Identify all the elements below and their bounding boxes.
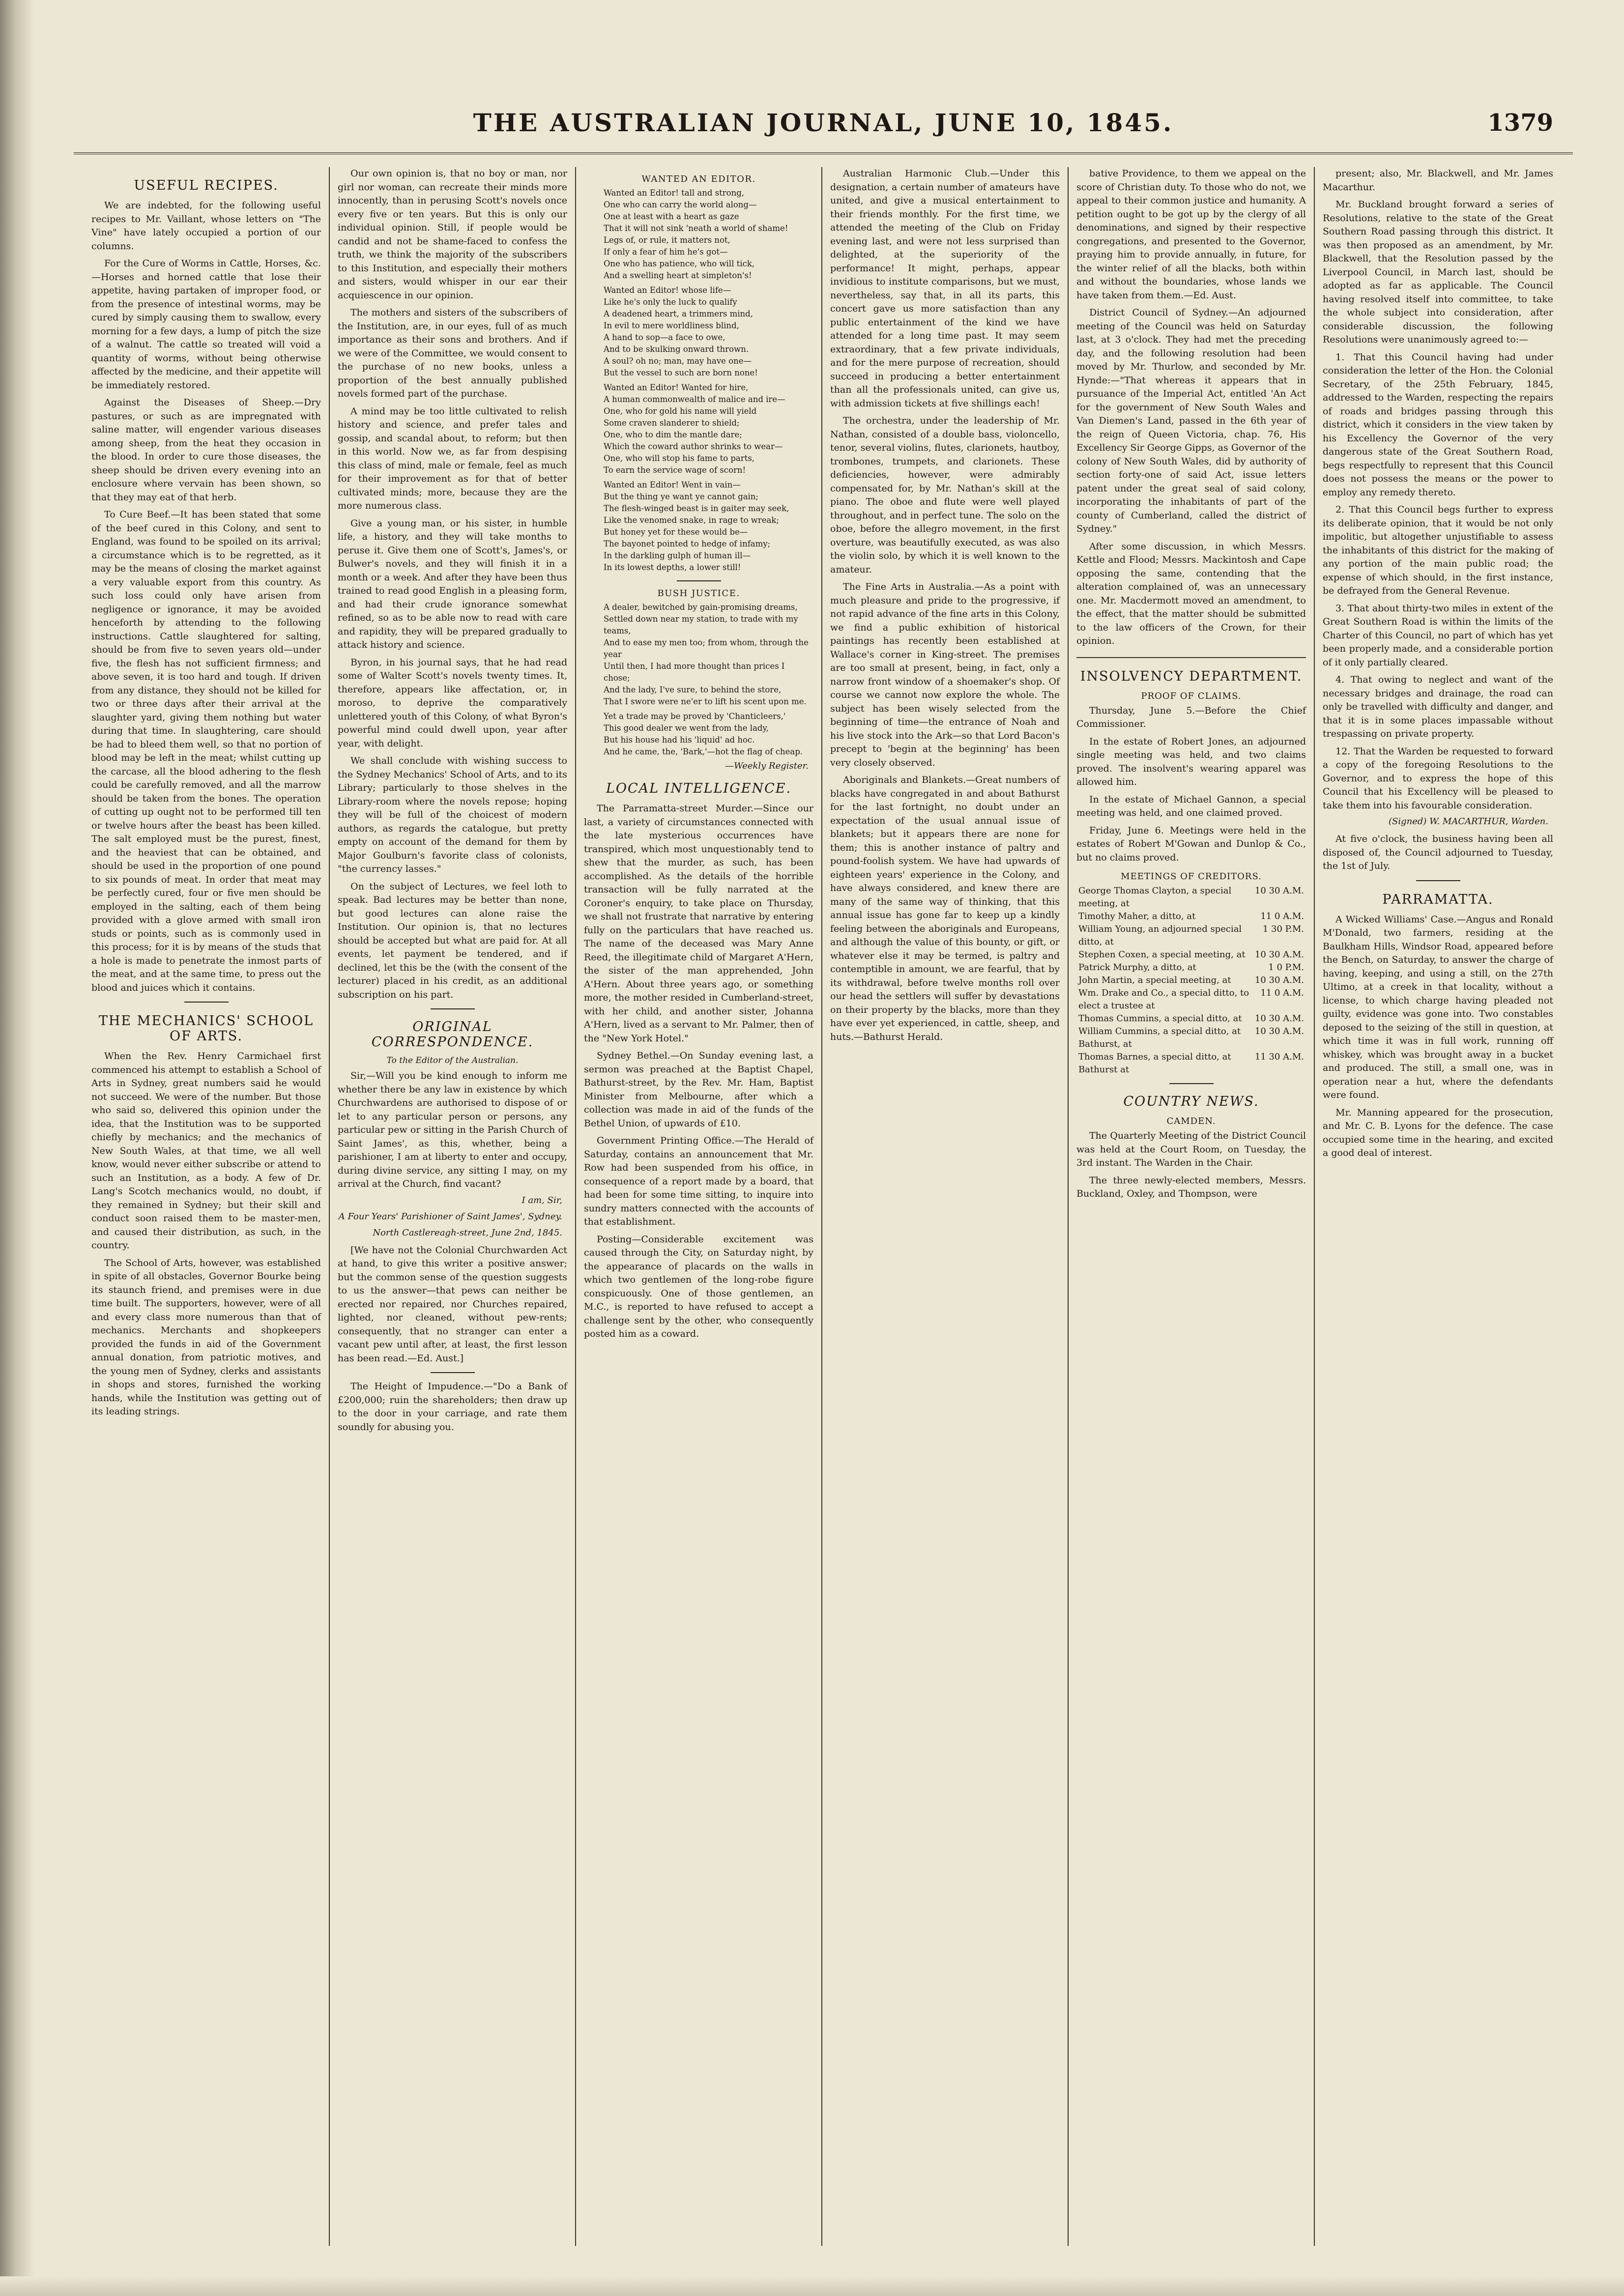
meeting-time: 11 0 A.M. [1260, 988, 1304, 998]
meeting-name: Patrick Murphy, a ditto, at [1078, 962, 1196, 973]
signature-line: A Four Years' Parishioner of Saint James', Sydney. [338, 1211, 562, 1222]
paragraph: The School of Arts, however, was established in spite of all obstacles, Governor Bourke being its staunch friend, and premises were in due time built. The supporters, however, were of all and every class more numerous than that of mechanics. Merchants and shopkeepers provided the funds in aid of the Government annual donation, from patriotic motives, and the young men of Sydney, clerks and assistants in shops and stores, furnished the working hands, while the Institution was getting out of its leading strings. [91, 1257, 321, 1417]
camden-subhead: CAMDEN. [1166, 1116, 1216, 1126]
article-columns [84, 167, 1573, 2246]
paragraph: Sydney Bethel.—On Sunday evening last, a sermon was preached at the Baptist Chapel, Bathurst-street, by the Rev. Mr. Ham, Baptist Minister from Melbourne, after which a collection was made in aid of the funds of the Bethel Union, of upwards of £10. [584, 1050, 813, 1129]
meeting-name: Wm. Drake and Co., a special ditto, to elect a trustee at [1078, 988, 1249, 1011]
meeting-time: 1 0 P.M. [1268, 962, 1304, 973]
paragraph: We are indebted, for the following useful recipes to Mr. Vaillant, whose letters on "The Vine" have lately occupied a portion of our columns. [91, 200, 321, 252]
paragraph: On the subject of Lectures, we feel loth to speak. Bad lectures may be better than none, but good lectures can alone raise the Institution. Our opinion is, that no lectures should be accepted but what are paid for. At all events, let payment be tendered, and if declined, let this be the (with the consent of the lecturer) placed in his credit, as an additional subscription on his part. [338, 881, 567, 1000]
creditor-meeting-row [1078, 885, 1304, 910]
paragraph: We shall conclude with wishing success to the Sydney Mechanics' School of Arts, and to its Library; particularly to those shelves in the Library-room where the novels repose; hoping they will be full of the choicest of modern authors, as regards the catalogue, but pretty empty on account of the demand for them by Major Goulburn's favorite class of colonists, "the currency lasses." [338, 755, 567, 874]
parramatta-heading: PARRAMATTA. [1382, 891, 1494, 907]
paragraph: The three newly-elected members, Messrs. Buckland, Oxley, and Thompson, were [1076, 1175, 1306, 1199]
poem-stanza: Wanted an Editor! tall and strong, One who can carry the world along— One at least with a heart as gaze That it will not sink 'neath a world of shame! Legs of, or rule, it matters not, If only a fear of him he's got— One who has patience, who will tick, And a swelling heart at simpleton's! [604, 188, 788, 280]
local-intelligence-heading: LOCAL INTELLIGENCE. [606, 781, 792, 796]
page-number: 1379 [1487, 109, 1553, 137]
poem-title: BUSH JUSTICE. [657, 588, 740, 599]
poem-stanza: Wanted an Editor! Wanted for hire, A human commonwealth of malice and ire— One, who for gold his name will yield Some craven slanderer to shield; One, who to dim the mantle dare; Which the coward author shrinks to wear— One, who will stop his fame to parts, To earn the service wage of scorn! [604, 383, 785, 475]
paragraph: Byron, in his journal says, that he had read some of Walter Scott's novels twenty times. It, therefore, appears like affectation, or, in moroso, to deprive the comparatively unlettered youth of this Colony, of what Byron's powerful mind could dwell upon, year after year, with delight. [338, 657, 567, 749]
paragraph: 2. That this Council begs further to express its deliberate opinion, that it would be not only impolitic, but altogether unjustifiable to assess the inhabitants of this district for the making of any portion of the main public road; the expense of which should, in the first instance, be defrayed from the General Revenue. [1323, 504, 1553, 596]
meeting-time: 1 30 P.M. [1262, 924, 1304, 934]
signature-line: I am, Sir, [522, 1195, 562, 1205]
signature-line: North Castlereagh-street, June 2nd, 1845. [373, 1227, 562, 1238]
creditor-meeting-row [1078, 948, 1304, 961]
paragraph: Thursday, June 5.—Before the Chief Commissioner. [1076, 705, 1306, 729]
paragraph: 1. That this Council having had under consideration the letter of the Hon. the Colonial Secretary, of the 25th February, 1845, addressed to the Warden, respecting the repairs of roads and bridges passing through this district, which it considers in the view taken by his Excellency the Governor of the very dangerous state of the Great Southern Road, begs respectfully to represent that this Council does not possess the means or the power to employ any remedy thereto. [1323, 351, 1553, 498]
meeting-time: 11 30 A.M. [1254, 1052, 1304, 1062]
correspondence-subhead: To the Editor of the Australian. [386, 1056, 519, 1065]
proof-of-claims-subhead: PROOF OF CLAIMS. [1141, 690, 1242, 701]
section-divider [677, 580, 721, 581]
paragraph: The Fine Arts in Australia.—As a point with much pleasure and pride to the progressive, if not rapid advance of the fine arts in this Colony, we find a public exhibition of historical paintings has recently been established at Wallace's corner in King-street. The premises are too small at present, being, in fact, only a narrow front window of a shoemaker's shop. Of course we cannot now explore the whole. The subject has been wisely selected from the beginning of time—the entrance of Noah and his live stock into the Ark—so that Lord Bacon's precept to 'begin at the beginning' has been very closely observed. [830, 581, 1060, 768]
meeting-name: John Martin, a special meeting, at [1078, 975, 1231, 985]
meeting-name: Thomas Barnes, a special ditto, at Bathurst at [1078, 1052, 1231, 1075]
section-divider [184, 1002, 229, 1003]
paragraph: To Cure Beef.—It has been stated that some of the beef cured in this Colony, and sent to England, was found to be spoiled on its arrival; a circumstance which is to be regretted, as it may be the means of closing the market against a very valuable export from this country. As such loss could only have arisen from negligence or ignorance, it may be avoided henceforth by attending to the following instructions. Cattle slaughtered for salting, should be from five to seven years old—under five, the flesh has not sufficient firmness; and above seven, it is too hard and tough. If driven from any distance, they should not be killed for two or three days after their arrival at the slaughter yard, giving them nothing but water during that time. In slaughtering, care should be had to bleed them well, so that no portion of blood may be left in the meat; whilst cutting up the carcase, all the blood adhering to the flesh could be carefully removed, and all the marrow should be taken from the bones. The operation of cutting up ought not to be performed till ten or twelve hours after the beast has been killed. The salt employed must be the purest, finest, and the heaviest that can be obtained, and should be used in the proportion of one pound to six pounds of meat. In order that meat may be perfectly cured, four or five men should be employed in the salting, each of them being provided with a glove armed with small iron studs or points, such as is commonly used in this process; for it is by means of the studs that a hole is made to penetrate the inmost parts of the meat, and at the same time, to press out the blood and juices which it contains. [91, 509, 321, 993]
paragraph: Mr. Buckland brought forward a series of Resolutions, relative to the state of the Great Southern Road passing through this district. It was then proposed as an amendment, by Mr. Blackwell, that the Resolution passed by the Liverpool Council, in March last, should be adopted as far as applicable. The Council having resolved itself into committee, to take the whole subject into consideration, after considerable discussion, the following Resolutions were unanimously agreed to:— [1323, 199, 1553, 345]
meeting-name: Timothy Maher, a ditto, at [1078, 911, 1196, 921]
masthead-rule [74, 152, 1573, 154]
meeting-time: 10 30 A.M. [1254, 1026, 1304, 1036]
meetings-subhead: MEETINGS OF CREDITORS. [1121, 871, 1262, 882]
paragraph: 12. That the Warden be requested to forward a copy of the foregoing Resolutions to the Governor, and to express the hope of this Council that his Excellency will be pleased to take them into his favourable consideration. [1323, 746, 1553, 811]
paragraph: Give a young man, or his sister, in humble life, a history, and they will take months to peruse it. Give them one of Scott's, James's, or Bulwer's novels, and they will finish it in a month or a week. And after they have been thus trained to read good English in a pleasing form, and had their crude ignorance somewhat refined, so as to be able now to read with care and rapidity, they will be prepared gradually to attack history and science. [338, 517, 567, 650]
meeting-time: 11 0 A.M. [1260, 911, 1304, 921]
paragraph: Friday, June 6. Meetings were held in the estates of Robert M'Gowan and Dunlop & Co., but no claims proved. [1076, 825, 1306, 863]
signature-line: (Signed) W. MACARTHUR, Warden. [1388, 816, 1548, 827]
creditor-meeting-row [1078, 1025, 1304, 1051]
paragraph: The Parramatta-street Murder.—Since our last, a variety of circumstances connected with the late mysterious occurrences have transpired, which most unquestionably tend to shew that the murder, as such, has been accomplished. As the details of the horrible transaction will be fully narrated at the Coroner's enquiry, to take place on Thursday, we shall not frustrate that narrative by entering fully on the particulars that have reached us. The name of the deceased was Mary Anne Reed, the illegitimate child of Margaret A'Hern, the sister of the man apprehended, John A'Hern. About three years ago, or something more, the mother resided in Cumberland-street, with her child, and another sister, Johanna A'Hern, lived as a servant to Mr. Palmer, then of the "New York Hotel." [584, 803, 813, 1044]
section-divider [1416, 880, 1460, 881]
insolvency-heading: INSOLVENCY DEPARTMENT. [1080, 668, 1303, 684]
meeting-time: 10 30 A.M. [1254, 1013, 1304, 1024]
meeting-time: 10 30 A.M. [1254, 886, 1304, 896]
paragraph: At five o'clock, the business having been all disposed of, the Council adjourned to Tuesday, the 1st of July. [1323, 833, 1553, 871]
page-bottom-edge [0, 2276, 1624, 2296]
column-4 [822, 167, 1069, 2246]
meeting-name: Stephen Coxen, a special meeting, at [1078, 949, 1246, 960]
section-divider [1169, 1083, 1214, 1084]
paragraph: 3. That about thirty-two miles in extent of the Great Southern Road is within the limits of the Charter of this Council, no part of which has yet been properly made, and a considerable portion of it only partially cleared. [1323, 603, 1553, 668]
signature-line: —Weekly Register. [725, 761, 809, 771]
creditor-meeting-row [1078, 910, 1304, 923]
section-divider [1076, 657, 1306, 658]
country-news-heading: COUNTRY NEWS. [1123, 1094, 1259, 1109]
paragraph: The Height of Impudence.—"Do a Bank of £200,000; ruin the shareholders; then draw up to the door in your carriage, and rate them soundly for abusing you. [338, 1381, 567, 1433]
paragraph: Australian Harmonic Club.—Under this designation, a certain number of amateurs have united, and give a musical entertainment to their friends monthly. For the first time, we attended the meeting of the Club on Friday evening last, and were not less surprised than delighted, at the superiority of the performance! It might, perhaps, appear invidious to institute comparisons, but we must, nevertheless, say that, in all its parts, this concert gave us more satisfaction than any public entertainment of the kind we have attended for a long time past. It may seem extraordinary, that a few private individuals, and for the mere purpose of recreation, should succeed in producing a better entertainment than all the professionals united, can give us, with admission tickets at five shillings each! [830, 168, 1060, 409]
meeting-name: William Cummins, a special ditto, at Bathurst, at [1078, 1026, 1241, 1049]
paragraph: District Council of Sydney.—An adjourned meeting of the Council was held on Saturday last, at 3 o'clock. They had met the preceding day, and the following resolution had been moved by Mr. Thurlow, and seconded by Mr. Hynde:—"That whereas it appears that in pursuance of the Imperial Act, entitled 'An Act for the government of New South Wales and Van Diemen's Land, passed in the 6th year of the reign of Queen Victoria, chap. 76, His Excellency Sir George Gipps, as Governor of the colony of New South Wales, did by authority of section forty-one of said Act, issue letters patent under the great seal of said colony, incorporating the inhabitants of part of the county of Cumberland, called the district of Sydney." [1076, 307, 1306, 534]
poem-stanza: Wanted an Editor! whose life— Like he's only the luck to qualify A deadened heart, a trimmers mind, In evil to mere worldliness blind, A hand to sop—a face to owe, And to be skulking onward thrown. A soul? oh no; man, may have one— But the vessel to such are born none! [604, 286, 758, 377]
creditor-meeting-row [1078, 974, 1304, 987]
paragraph: Mr. Manning appeared for the prosecution, and Mr. C. B. Lyons for the defence. The case occupied some time in the hearing, and excited a good deal of interest. [1323, 1107, 1553, 1158]
meeting-name: William Young, an adjourned special ditto, at [1078, 924, 1242, 947]
paragraph: Government Printing Office.—The Herald of Saturday, contains an announcement that Mr. Row had been suspended from his office, in consequence of a report made by a board, that had been for some time sitting, to inquire into sundry matters connected with the accounts of that establishment. [584, 1135, 813, 1227]
meeting-time: 10 30 A.M. [1254, 975, 1304, 985]
paragraph: Aboriginals and Blankets.—Great numbers of blacks have congregated in and about Bathurst for the last fortnight, no doubt under an expectation of the usual annual issue of blankets; but it appears there are none for them; this is another instance of paltry and pound-foolish system. We have had upwards of eighteen years' experience in the Colony, and have always considered, and knew there are many of the same way of thinking, that this annual issue has gone far to keep up a kindly feeling between the aboriginals and Europeans, and although the value of this bounty, or gift, or whatever else it may be termed, is paltry and contemptible in amount, we are fearful, that by its withdrawal, before twelve months roll over our head the settlers will suffer by devastations on their property by the blacks, more than they have ever yet experienced, in cattle, sheep, and huts.—Bathurst Herald. [830, 775, 1060, 1042]
paragraph: The mothers and sisters of the subscribers of the Institution, are, in our eyes, full of as much importance as their sons and brothers. And if we were of the Committee, we would consent to the purchase of no new books, unless a proportion of the best annually published novels formed part of the purchase. [338, 307, 567, 399]
column-2 [330, 167, 576, 2246]
meeting-time: 10 30 A.M. [1254, 949, 1304, 960]
paragraph: When the Rev. Henry Carmichael first commenced his attempt to establish a School of Arts in Sydney, great numbers said he would not succeed. We were of the number. But those who said so, delivered this opinion under the idea, that the Institution was to be supported chiefly by mechanics; and the mechanics of New South Wales, at that time, we all well know, would never either subscribe or attend to such an Institution, as a body. A few of Dr. Lang's Scotch mechanics would, no doubt, if they remained in Sydney; but their skill and conduct soon raised them to be master-men, and caused their distribution, as such, in the country. [91, 1051, 321, 1251]
paragraph: present; also, Mr. Blackwell, and Mr. James Macarthur. [1323, 168, 1553, 193]
paragraph: A Wicked Williams' Case.—Angus and Ronald M'Donald, two farmers, residing at the Baulkham Hills, Windsor Road, appeared before the Bench, on Saturday, to answer the charge of having, keeping, and using a still, on the 27th Ultimo, at a creek in that locality, without a license, to which charge having pleaded not guilty, evidence was gone into. Two constables deposed to the seizing of the still in question, at which time it was in full work, running off whiskey, which was brought away in a bucket and produced. The still, a small one, was in operation near a hut, where the defendants were found. [1323, 914, 1553, 1100]
creditor-meeting-row [1078, 1012, 1304, 1025]
meeting-name: Thomas Cummins, a special ditto, at [1078, 1013, 1242, 1024]
poem-title: WANTED AN EDITOR. [641, 174, 756, 184]
poem-stanza: Wanted an Editor! Went in vain— But the thing ye want ye cannot gain; The flesh-winged beast is in gaiter may seek, Like the venomed snake, in rage to wreak; But honey yet for these would be— The bayonet pointed to hedge of infamy; In the darkling gulph of human ill— In its lowest depths, a lower still! [604, 480, 789, 572]
column-3 [576, 167, 822, 2246]
meetings-list [1076, 885, 1306, 1076]
page-gutter-shadow [0, 0, 34, 2296]
paragraph: In the estate of Robert Jones, an adjourned single meeting was held, and two claims proved. The insolvent's wearing apparel was allowed him. [1076, 736, 1306, 787]
column-1 [84, 167, 330, 2246]
paragraph: After some discussion, in which Messrs. Kettle and Flood; Messrs. Mackintosh and Cape opposing the same, contending that the alteration complained of, was an unnecessary one. Mr. Macdermott moved an amendment, to the effect, that the matter should be submitted to the law officers of the Crown, for their opinion. [1076, 541, 1306, 646]
creditor-meeting-row [1078, 961, 1304, 974]
paragraph: The Quarterly Meeting of the District Council was held at the Court Room, on Tuesday, the 3rd instant. The Warden in the Chair. [1076, 1130, 1306, 1168]
paragraph: Posting—Considerable excitement was caused through the City, on Saturday night, by the appearance of placards on the walls in which two gentlemen of the long-robe figure conspicuously. One of those gentlemen, an M.C., is reported to have refused to accept a challenge sent by the other, who consequently posted him as a coward. [584, 1234, 813, 1339]
paragraph: Sir,—Will you be kind enough to inform me whether there be any law in existence by which Churchwardens are authorised to dispose of or let to any particular person or persons, any particular pew or sitting in the Parish Church of Saint James', as this, whether, being a parishioner, I am at liberty to enter and occupy, during divine service, any sitting I may, on my arrival at the Church, find vacant? [338, 1070, 567, 1189]
paragraph: [We have not the Colonial Churchwarden Act at hand, to give this writer a positive answer; but the common sense of the question suggests to us the answer—that pews can neither be erected nor repaired, nor Churches repaired, lighted, nor cleaned, without pew-rents; consequently, that no stranger can enter a vacant pew until after, at least, the first lesson has been read.—Ed. Aust.] [338, 1244, 567, 1364]
poem-stanza: Yet a trade may be proved by 'Chanticleers,' This good dealer we went from the lady, But his house had his 'liquid' ad hoc. And he came, the, 'Bark,'—hot the flag of cheap. [604, 712, 803, 756]
mechanics-school-heading: THE MECHANICS' SCHOOL OF ARTS. [98, 1013, 314, 1044]
paragraph: The orchestra, under the leadership of Mr. Nathan, consisted of a double bass, violoncello, tenor, several violins, flutes, clarionets, hautboy, trombones, trumpets, and clarionets. These deficiencies, however, were admirably compensated for, by Mr. Nathan's skill at the piano. The oboe and flute were well played throughout, and in perfect tune. The solo on the oboe, before the allegro movement, in the first overture, was beautifully executed, as was also the violin solo, by which it is well known to the amateur. [830, 415, 1060, 575]
paragraph: bative Providence, to them we appeal on the score of Christian duty. To those who do not, we appeal to their common justice and humanity. A petition ought to be got up by the clergy of all denominations, and signed by their respective congregations, and presented to the Governor, praying him to provide annually, in future, for the winter relief of all the blacks, both within and without the boundaries, whose lands we have taken from them.—Ed. Aust. [1076, 168, 1306, 301]
poem-stanza: A dealer, bewitched by gain-promising dreams, Settled down near my station, to trade with my teams, And to ease my men too; from whom, through the year Until then, I had more thought than prices I chose; And the lady, I've sure, to behind the store, That I swore were ne'er to lift his scent upon me. [604, 603, 809, 706]
creditor-meeting-row [1078, 1051, 1304, 1076]
paragraph: In the estate of Michael Gannon, a special meeting was held, and one claimed proved. [1076, 794, 1306, 818]
creditor-meeting-row [1078, 923, 1304, 948]
correspondence-heading: ORIGINAL CORRESPONDENCE. [371, 1019, 534, 1050]
meeting-name: George Thomas Clayton, a special meeting, at [1078, 886, 1232, 909]
masthead [74, 108, 1573, 162]
section-divider [431, 1372, 475, 1373]
paragraph: For the Cure of Worms in Cattle, Horses, &c.—Horses and horned cattle that lose their appetite, having partaken of improper food, or from the presence of intestinal worms, may be cured by simply causing them to swallow, every morning for a few days, a lump of pitch the size of a walnut. The cattle so treated will void a quantity of worms, without being otherwise affected by the medicine, and their appetite will be immediately restored. [91, 258, 321, 391]
paragraph: Our own opinion is, that no boy or man, nor girl nor woman, can recreate their minds more innocently, than in perusing Scott's novels once every five or ten years. But this is only our individual opinion. Still, if people would be candid and not be shame-faced to confess the truth, we think the majority of the subscribers to this Institution, and especially their mothers and sisters, would whisper in our ear their acquiescence in our opinion. [338, 168, 567, 301]
newspaper-title: THE AUSTRALIAN JOURNAL, JUNE 10, 1845. [473, 108, 1174, 137]
paragraph: 4. That owing to neglect and want of the necessary bridges and drainage, the road can only be travelled with difficulty and danger, and that it is in some places impassable without trespassing on private property. [1323, 674, 1553, 739]
section-divider [431, 1008, 475, 1009]
creditor-meeting-row [1078, 987, 1304, 1012]
column-5 [1069, 167, 1315, 2246]
paragraph: A mind may be too little cultivated to relish history and science, and prefer tales and gossip, and scandal about, to reform; but then in this world. Now we, as far from despising this class of mind, male or female, feel as much for their improvement as for that of better cultivated minds; more, because they are the more numerous class. [338, 405, 567, 511]
paragraph: Against the Diseases of Sheep.—Dry pastures, or such as are impregnated with saline matter, will engender various diseases among sheep, from the heat they occasion in the blood. In order to cure those diseases, the sheep should be driven every evening into an enclosure where vervain has been shown, so that they may eat of that herb. [91, 397, 321, 503]
column-6 [1315, 167, 1561, 2246]
useful-recipes-heading: USEFUL RECIPES. [134, 178, 279, 193]
